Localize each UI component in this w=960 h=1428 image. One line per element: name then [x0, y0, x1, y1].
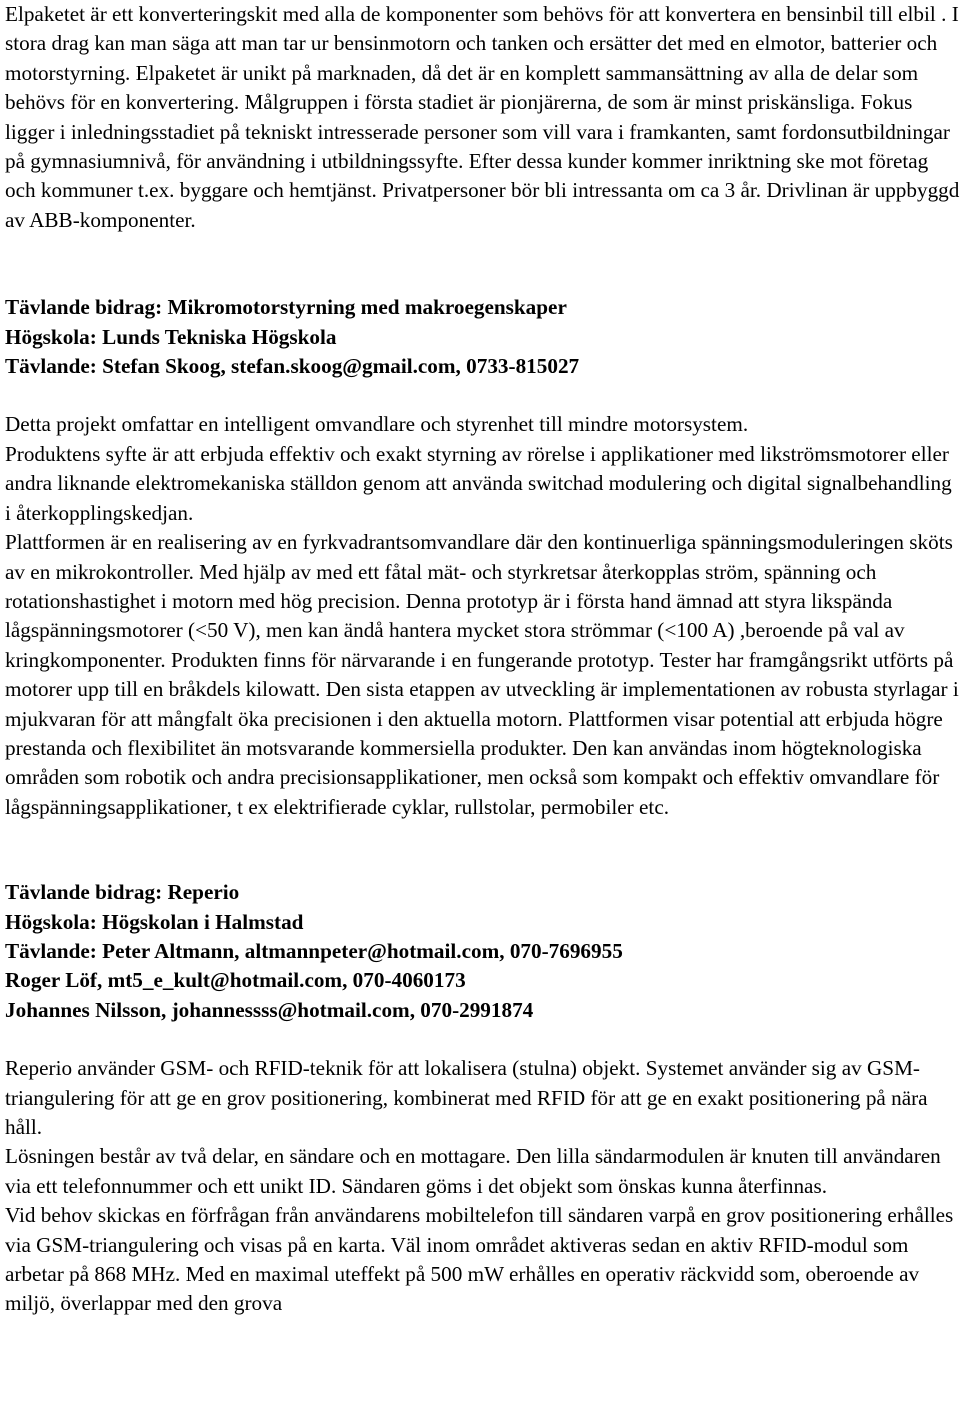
entry-paragraph: Plattformen är en realisering av en fyrkvadrantsomvandlare där den kontinuerliga spänningsmoduleringen sköts av en mikrokontroller. Med hjälp av med ett fåtal mät- och styrkretsar återkopplas ström, spänning och rotationshastighet i motorn med hög precision. Denna prototyp är i första hand ämnad att styra likspända lågspänningsmotorer (<50 V), men kan ändå hantera mycket stora strömmar (<100 A) ,beroende på val av kringkomponenter. Produkten finns för närvarande i en fungerande prototyp. Tester har framgångsrikt utförts på motorer upp till en bråkdels kilowatt. Den sista etappen av utveckling är implementationen av robusta styrlagar i mjukvaran för att mångfalt öka precisionen i den aktuella motorn. Plattformen visar potential att erbjuda högre prestanda och flexibilitet än motsvarande kommersiella produkter. Den kan användas inom högteknologiska områden som robotik och andra precisionsapplikationer, men också som kompakt och effektiv omvandlare för lågspänningsapplikationer, t ex elektrifierade cyklar, rullstolar, permobiler etc. — [5, 530, 959, 819]
entry-paragraph: Produktens syfte är att erbjuda effektiv och exakt styrning av rörelse i applikationer med likströmsmotorer eller andra liknande elektromekaniska ställdon genom att använda switchad modulering och digital signalbehandling i återkopplingskedjan. — [5, 441, 952, 525]
entry-paragraph: Reperio använder GSM- och RFID-teknik för att lokalisera (stulna) objekt. Systemet använder sig av GSM-triangulering för att ge en grov positionering, kombinerat med RFID för att ge en exakt positionering på nära håll. — [5, 1056, 928, 1139]
entry-title: Tävlande bidrag: Reperio — [5, 880, 240, 905]
entry-contestants: Tävlande: Stefan Skoog, stefan.skoog@gmail.com, 0733-815027 — [5, 354, 580, 379]
entry-paragraph: Lösningen består av två delar, en sändare och en mottagare. Den lilla sändarmodulen är knuten till användaren via ett telefonnummer och ett unikt ID. Sändaren göms i det objekt som önskas kunna återfinnas. — [5, 1144, 941, 1198]
entry-contestant-line: Johannes Nilsson, johannessss@hotmail.com, 070-2991874 — [5, 997, 534, 1022]
entry-paragraph: Detta projekt omfattar en intelligent omvandlare och styrenhet till mindre motorsystem. — [5, 412, 749, 437]
heading-spacer — [5, 381, 960, 410]
entry-school: Högskola: Lunds Tekniska Högskola — [5, 324, 337, 349]
intro-paragraph: Elpaketet är ett konverteringskit med alla de komponenter som behövs för att konvertera en bensinbil till elbil . I stora drag kan man säga att man tar ur bensinmotorn och tanken och ersätter det med en elmotor, batterier och motorstyrning. Elpaketet är unikt på marknaden, då det är en komplett sammansättning av alla de delar som behövs för en konvertering. Målgruppen i första stadiet är pionjärerna, de som är minst priskänsliga. Fokus ligger i inledningsstadiet på tekniskt intresserade personer som vill vara i framkanten, samt fordonsutbildningar på gymnasiumnivå, för användning i utbildningssyfte. Efter dessa kunder kommer inriktning ske mot företag och kommuner t.ex. byggare och hemtjänst. Privatpersoner bör bli intressanta om ca 3 år. Drivlinan är uppbyggd av ABB-komponenter. — [5, 2, 960, 232]
document-page — [5, 0, 960, 1319]
heading-spacer — [5, 1025, 960, 1054]
section-spacer — [5, 235, 960, 293]
entry-contestant-line: Roger Löf, mt5_e_kult@hotmail.com, 070-4060173 — [5, 968, 466, 993]
entry-mikromotorstyrning — [5, 293, 960, 822]
entry-contestant-line: Tävlande: Peter Altmann, altmannpeter@hotmail.com, 070-7696955 — [5, 938, 623, 963]
entry-paragraph: Vid behov skickas en förfrågan från användarens mobiltelefon till sändaren varpå en grov positionering erhålles via GSM-triangulering och visas på en karta. Väl inom området aktiveras sedan en aktiv RFID-modul som arbetar på 868 MHz. Med en maximal uteffekt på 500 mW erhålles en operativ räckvidd som, oberoende av miljö, överlappar med den grova — [5, 1203, 954, 1316]
entry-title: Tävlande bidrag: Mikromotorstyrning med makroegenskaper — [5, 295, 567, 320]
entry-reperio — [5, 878, 960, 1319]
section-spacer — [5, 822, 960, 878]
entry-school: Högskola: Högskolan i Halmstad — [5, 909, 304, 934]
